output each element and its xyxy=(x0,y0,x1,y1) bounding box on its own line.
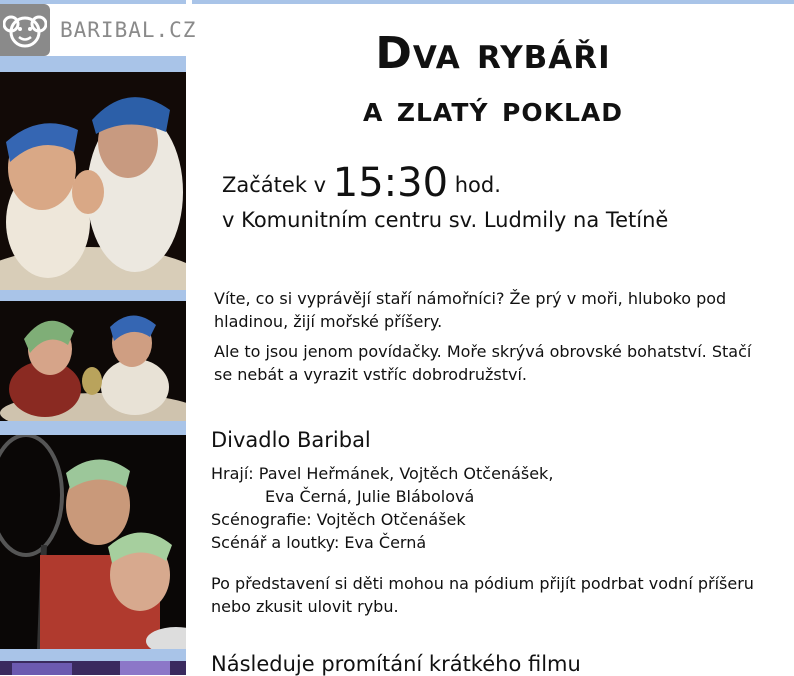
title-line-2: a zlatý poklad xyxy=(362,89,623,130)
description-paragraph-2: Ale to jsou jenom povídačky. Moře skrývá obrovské bohatství. Stačí se nebát a vyrazit vstříc dobrodružství. xyxy=(214,342,752,384)
scenography: Scénografie: Vojtěch Otčenášek xyxy=(211,510,466,529)
start-time-value: 15:30 xyxy=(332,160,449,206)
top-accent-bar xyxy=(192,0,794,4)
puppet-photo-4 xyxy=(0,661,186,675)
cast-line-1: Hrají: Pavel Heřmánek, Vojtěch Otčenášek, xyxy=(211,464,554,483)
next-program: Následuje promítání krátkého filmu xyxy=(211,652,581,676)
puppet-photo-3 xyxy=(0,435,186,649)
sidebar xyxy=(0,0,197,675)
credits xyxy=(211,462,553,554)
theatre-name: Divadlo Baribal xyxy=(211,428,371,452)
logo-text: BARIBAL.CZ xyxy=(60,18,197,42)
script-and-puppets: Scénář a loutky: Eva Černá xyxy=(211,533,427,552)
after-show-note: Po představení si děti mohou na pódium přijít podrbat vodní příšeru nebo zkusit ulovit rybu. xyxy=(211,574,754,616)
start-prefix: Začátek v xyxy=(222,173,327,197)
title-line-1: Dva rybáři xyxy=(375,28,611,79)
cast-line-2: Eva Černá, Julie Blábolová xyxy=(265,487,475,506)
venue: v Komunitním centru sv. Ludmily na Tetíně xyxy=(222,208,669,232)
baribal-logo[interactable] xyxy=(0,4,197,56)
start-time xyxy=(222,160,501,206)
start-suffix: hod. xyxy=(454,173,501,197)
puppet-photo-2 xyxy=(0,301,186,421)
puppet-photo-1 xyxy=(0,72,186,290)
description-paragraph-1: Víte, co si vyprávějí staří námořníci? Že prý v moři, hluboko pod hladinou, žijí mořské příšery. xyxy=(214,289,727,331)
monkey-face-icon xyxy=(0,4,50,56)
